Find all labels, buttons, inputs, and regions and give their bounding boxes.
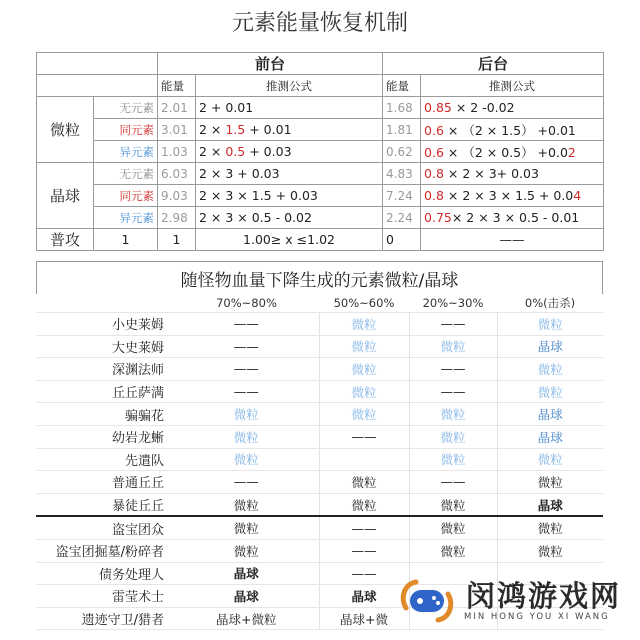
element-type: 异元素 <box>94 207 158 229</box>
drop-cell: 晶球 <box>174 562 319 585</box>
energy-row <box>37 141 604 163</box>
drop-cell: 微粒 <box>497 448 603 471</box>
formula-segment: × （2 × 0.5） +0.0 <box>443 144 568 160</box>
drop-cell: —— <box>409 358 497 381</box>
formula-segment: × 2 × 3 × 0.5 - 0.01 <box>451 210 580 225</box>
drop-cell: 晶球+微 <box>319 607 409 630</box>
formula-segment: 0.5 <box>225 144 246 159</box>
drop-cell: 晶球 <box>497 403 603 426</box>
drop-cell: 晶球 <box>497 425 603 448</box>
drop-row <box>36 471 603 494</box>
formula-segment: + 0.01 <box>245 122 292 137</box>
back-energy: 7.24 <box>383 185 421 207</box>
watermark <box>398 568 638 638</box>
drop-cell: —— <box>174 358 319 381</box>
drop-cell: —— <box>174 313 319 336</box>
drop-cell: —— <box>319 425 409 448</box>
drop-table-title: 随怪物血量下降生成的元素微粒/晶球 <box>36 261 603 294</box>
back-formula <box>421 185 604 207</box>
front-formula <box>196 185 383 207</box>
back-energy: 2.24 <box>383 207 421 229</box>
drop-cell: —— <box>409 313 497 336</box>
formula-segment: 2 + 0.01 <box>199 100 254 115</box>
drop-cell: 晶球+微粒 <box>174 607 319 630</box>
energy-row <box>37 119 604 141</box>
drop-row <box>36 380 603 403</box>
monster-name: 盗宝团众 <box>36 516 174 539</box>
group-label: 晶球 <box>37 163 94 229</box>
drop-cell: —— <box>174 380 319 403</box>
normal-particles: 1 <box>94 229 158 251</box>
formula-segment: 0.85 <box>424 100 452 115</box>
front-formula <box>196 141 383 163</box>
normal-attack-label: 普攻 <box>37 229 94 251</box>
back-formula <box>421 163 604 185</box>
back-formula-label: 推测公式 <box>421 75 604 97</box>
monster-name: 幼岩龙蜥 <box>36 425 174 448</box>
front-energy: 1.03 <box>158 141 196 163</box>
drop-cell: 微粒 <box>174 516 319 539</box>
monster-name: 暴徒丘丘 <box>36 493 174 516</box>
drop-cell: 微粒 <box>319 313 409 336</box>
formula-segment: 2 × 3 + 0.03 <box>199 166 280 181</box>
drop-row <box>36 448 603 471</box>
drop-row <box>36 493 603 516</box>
drop-cell: —— <box>409 471 497 494</box>
element-type: 同元素 <box>94 185 158 207</box>
drop-cell: —— <box>319 516 409 539</box>
front-energy: 2.01 <box>158 97 196 119</box>
formula-segment: 2 × 3 × 0.5 - 0.02 <box>199 210 312 225</box>
normal-back-energy: 0 <box>383 229 421 251</box>
drop-cell: 微粒 <box>319 471 409 494</box>
back-energy: 1.68 <box>383 97 421 119</box>
front-formula <box>196 207 383 229</box>
drop-row <box>36 516 603 539</box>
back-energy: 0.62 <box>383 141 421 163</box>
back-header: 后台 <box>383 53 604 75</box>
energy-row <box>37 207 604 229</box>
drop-cell: 微粒 <box>409 335 497 358</box>
drop-cell: —— <box>409 380 497 403</box>
drop-cell: —— <box>319 562 409 585</box>
drop-cell: 晶球 <box>174 585 319 608</box>
drop-cell: 微粒 <box>409 403 497 426</box>
formula-segment: 0.6 <box>424 122 444 138</box>
element-type: 异元素 <box>94 141 158 163</box>
formula-segment: 2 × <box>199 122 226 137</box>
front-formula <box>196 119 383 141</box>
drop-row <box>36 403 603 426</box>
front-energy-label: 能量 <box>158 75 196 97</box>
monster-name: 债务处理人 <box>36 562 174 585</box>
back-formula <box>421 97 604 119</box>
drop-cell: 微粒 <box>174 539 319 562</box>
formula-segment: × （2 × 1.5） +0.01 <box>443 122 576 138</box>
element-type: 无元素 <box>94 97 158 119</box>
energy-row <box>37 185 604 207</box>
front-formula <box>196 163 383 185</box>
drop-cell: 微粒 <box>497 516 603 539</box>
drop-cell: 微粒 <box>497 313 603 336</box>
drop-cell: 微粒 <box>409 448 497 471</box>
drop-cell: 微粒 <box>319 403 409 426</box>
formula-segment: × 2 -0.02 <box>451 100 515 115</box>
formula-segment: × 2 × 3 × 1.5 + 0.0 <box>443 188 574 203</box>
element-type: 无元素 <box>94 163 158 185</box>
drop-row <box>36 425 603 448</box>
drop-cell: 微粒 <box>319 358 409 381</box>
drop-header-2: 50%~60% <box>319 294 409 313</box>
drop-cell: —— <box>319 539 409 562</box>
drop-cell: —— <box>174 471 319 494</box>
monster-name: 骗骗花 <box>36 403 174 426</box>
monster-name: 大史莱姆 <box>36 335 174 358</box>
back-energy-label: 能量 <box>383 75 421 97</box>
monster-name: 遗迹守卫/猎者 <box>36 607 174 630</box>
drop-cell: 微粒 <box>319 335 409 358</box>
drop-cell: 晶球 <box>497 335 603 358</box>
gamepad-logo-icon <box>398 572 456 630</box>
drop-cell <box>319 448 409 471</box>
monster-name: 丘丘萨满 <box>36 380 174 403</box>
drop-cell: 微粒 <box>174 403 319 426</box>
monster-name: 盗宝团掘墓/粉碎者 <box>36 539 174 562</box>
formula-segment: 1.5 <box>225 122 246 137</box>
drop-cell: 微粒 <box>497 471 603 494</box>
drop-cell: 微粒 <box>409 493 497 516</box>
back-formula <box>421 119 604 141</box>
formula-segment: 0.6 <box>424 144 444 160</box>
formula-segment: 0.8 <box>424 166 444 181</box>
formula-segment: 2 × <box>199 144 226 159</box>
formula-segment: + 0.03 <box>245 144 292 159</box>
back-energy: 1.81 <box>383 119 421 141</box>
formula-segment: 0.75 <box>424 210 452 225</box>
formula-segment: 2 <box>567 144 576 160</box>
normal-front-formula: 1.00≥ x ≤1.02 <box>196 229 383 251</box>
formula-segment: 0.8 <box>424 188 444 203</box>
watermark-pinyin: MIN HONG YOU XI WANG <box>464 612 610 622</box>
drop-row <box>36 313 603 336</box>
drop-header-3: 20%~30% <box>409 294 497 313</box>
front-header: 前台 <box>158 53 383 75</box>
energy-row <box>37 163 604 185</box>
front-energy: 3.01 <box>158 119 196 141</box>
drop-cell: 微粒 <box>409 539 497 562</box>
drop-cell: 微粒 <box>497 539 603 562</box>
front-formula <box>196 97 383 119</box>
front-energy: 9.03 <box>158 185 196 207</box>
element-type: 同元素 <box>94 119 158 141</box>
formula-segment: × 2 × 3+ 0.03 <box>443 166 539 181</box>
page-title: 元素能量恢复机制 <box>231 11 408 36</box>
drop-cell: 微粒 <box>497 380 603 403</box>
drop-cell: 微粒 <box>174 425 319 448</box>
drop-cell: 晶球 <box>497 493 603 516</box>
drop-row <box>36 335 603 358</box>
drop-row <box>36 539 603 562</box>
drop-cell: 微粒 <box>497 358 603 381</box>
normal-back-formula: —— <box>421 229 604 251</box>
back-formula <box>421 207 604 229</box>
drop-header-4: 0%(击杀) <box>497 294 603 313</box>
watermark-name: 闵鸿游戏网 <box>466 579 622 613</box>
monster-name: 先遣队 <box>36 448 174 471</box>
formula-segment: 2 × 3 × 1.5 + 0.03 <box>199 188 318 203</box>
back-energy: 4.83 <box>383 163 421 185</box>
drop-cell: 微粒 <box>409 516 497 539</box>
drop-cell: 微粒 <box>319 380 409 403</box>
front-formula-label: 推测公式 <box>196 75 383 97</box>
drop-cell: 微粒 <box>409 425 497 448</box>
front-energy: 2.98 <box>158 207 196 229</box>
front-energy: 6.03 <box>158 163 196 185</box>
drop-row <box>36 358 603 381</box>
drop-cell: 微粒 <box>174 493 319 516</box>
drop-cell: 晶球 <box>319 585 409 608</box>
energy-row <box>37 97 604 119</box>
back-formula <box>421 141 604 163</box>
group-label: 微粒 <box>37 97 94 163</box>
monster-name: 普通丘丘 <box>36 471 174 494</box>
monster-name: 深渊法师 <box>36 358 174 381</box>
monster-name: 小史莱姆 <box>36 313 174 336</box>
drop-cell: —— <box>174 335 319 358</box>
drop-cell: 微粒 <box>174 448 319 471</box>
energy-table <box>36 52 604 251</box>
monster-name: 雷莹术士 <box>36 585 174 608</box>
drop-cell: 微粒 <box>319 493 409 516</box>
drop-header-1: 70%~80% <box>174 294 319 313</box>
formula-segment: 4 <box>573 188 582 203</box>
normal-front-energy: 1 <box>158 229 196 251</box>
